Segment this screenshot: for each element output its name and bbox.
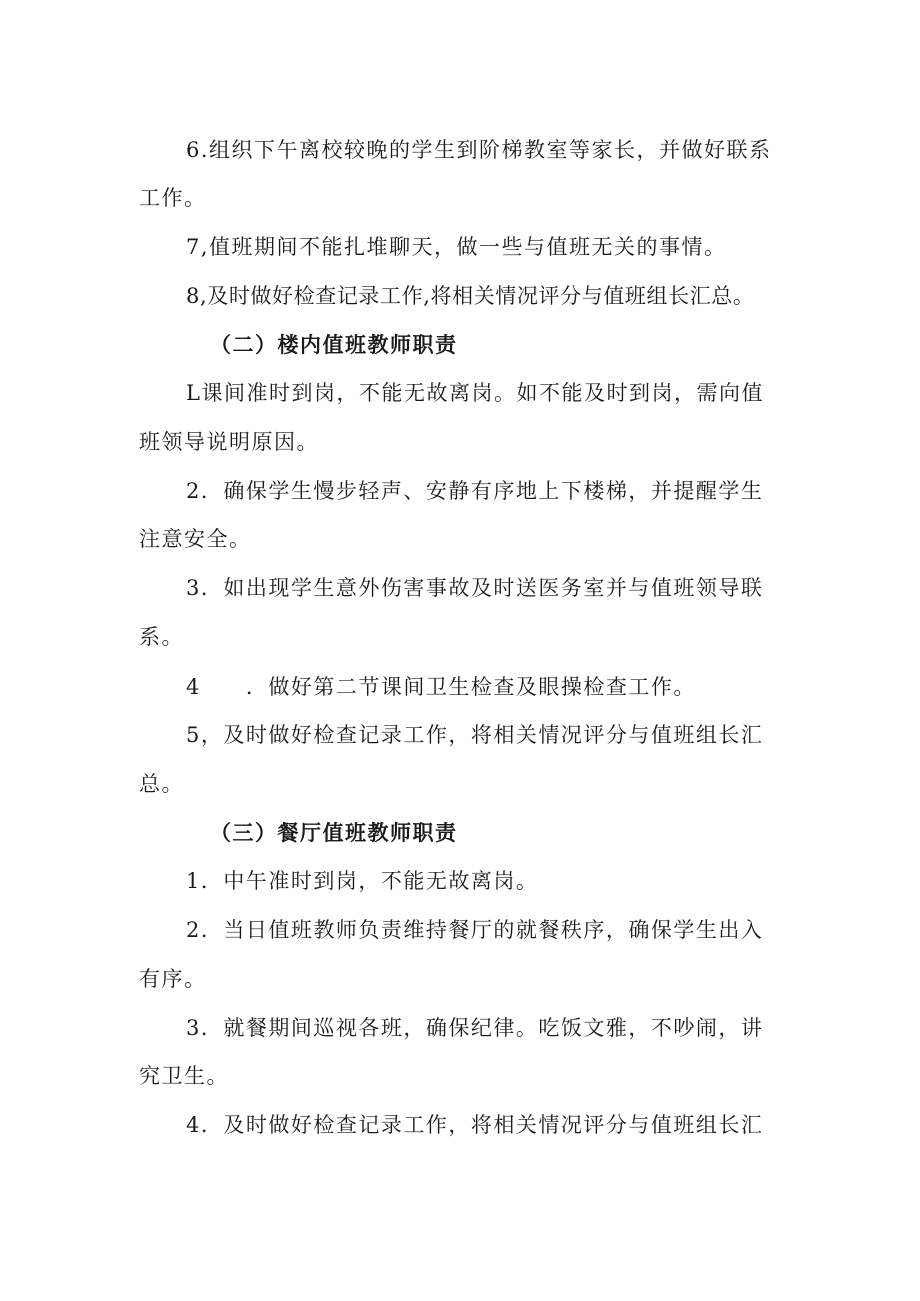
paragraph-line: 3．就餐期间巡视各班，确保纪律。吃饭文雅，不吵闹，讲 (186, 1016, 764, 1040)
paragraph-line: 7,值班期间不能扎堆聊天，做一些与值班无关的事情。 (186, 235, 727, 259)
paragraph-line: L课间准时到岗，不能无故离岗。如不能及时到岗，需向值 (186, 381, 764, 405)
paragraph-line: 有序。 (139, 967, 207, 991)
paragraph-line: 4 ．做好第二节课间卫生检查及眼操检查工作。 (186, 675, 696, 699)
section-heading: （二）楼内值班教师职责 (210, 333, 458, 357)
paragraph-line: 2．确保学生慢步轻声、安静有序地上下楼梯，并提醒学生 (186, 479, 764, 503)
paragraph-line: 系。 (139, 625, 184, 649)
paragraph-line: 总。 (139, 772, 184, 796)
paragraph-line: 5，及时做好检查记录工作，将相关情况评分与值班组长汇 (186, 723, 764, 747)
paragraph-line: 班领导说明原因。 (139, 430, 319, 454)
paragraph-line: 1．中午准时到岗，不能无故离岗。 (186, 869, 539, 893)
paragraph-line: 3．如出现学生意外伤害事故及时送医务室并与值班领导联 (186, 576, 764, 600)
section-heading: （三）餐厅值班教师职责 (210, 821, 458, 845)
paragraph-line: 工作。 (139, 186, 207, 210)
paragraph-line: 注意安全。 (139, 527, 252, 551)
paragraph-line: 4．及时做好检查记录工作，将相关情况评分与值班组长汇 (186, 1113, 764, 1137)
paragraph-line: 2．当日值班教师负责维持餐厅的就餐秩序，确保学生出入 (186, 918, 764, 942)
paragraph-line: 8,及时做好检查记录工作,将相关情况评分与值班组长汇总。 (186, 284, 755, 308)
paragraph-line: 6.组织下午离校较晚的学生到阶梯教室等家长，并做好联系 (186, 138, 772, 162)
paragraph-line: 究卫生。 (139, 1064, 229, 1088)
